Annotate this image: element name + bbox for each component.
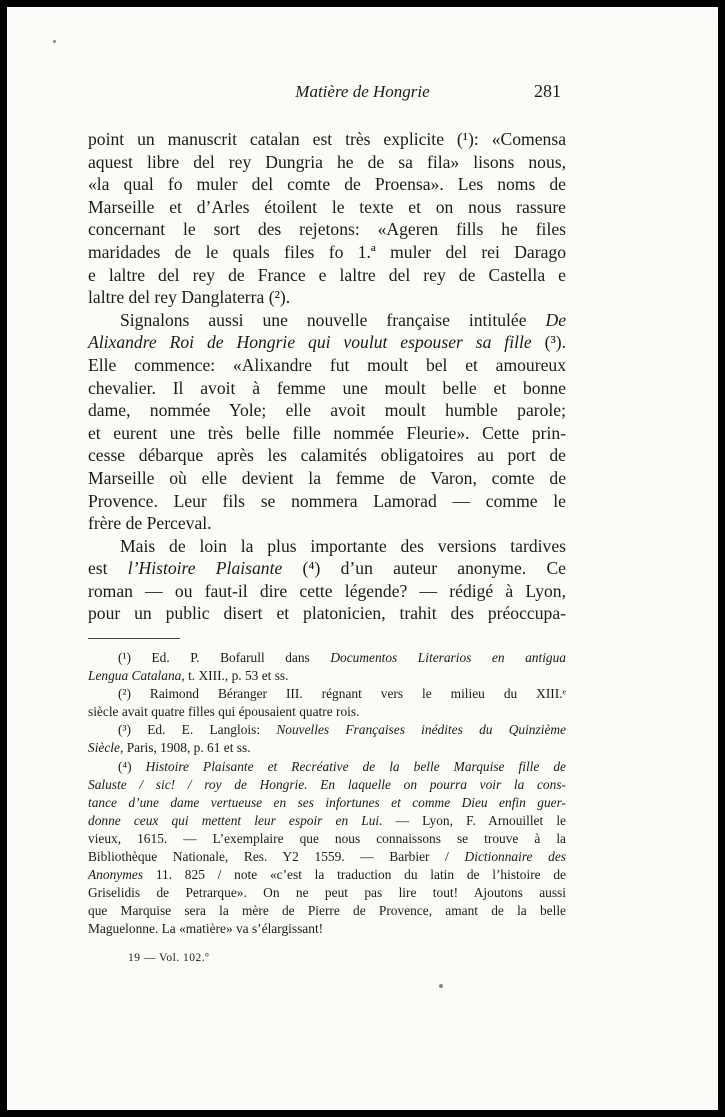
book-title: Lengua Catalana, bbox=[88, 668, 185, 684]
text-run: Paris, 1908, p. 61 et ss. bbox=[126, 740, 251, 756]
text-run: (¹) Ed. P. Bofarull dans bbox=[118, 650, 310, 665]
footnote-line bbox=[88, 758, 566, 776]
text-run: — Lyon, F. Arnouillet le bbox=[395, 812, 566, 828]
text-line: frère de Perceval. bbox=[88, 513, 212, 534]
book-title: Dictionnaire des bbox=[464, 849, 566, 865]
footnote-line: que Marquise sera la mère de Pierre de Provence, amant de la belle bbox=[88, 903, 566, 919]
text-line: pour un public disert et platonicien, trahit des préoccupa- bbox=[88, 603, 566, 624]
text-line: cesse débarque après les calamités obligatoires au port de bbox=[88, 445, 566, 466]
ink-speck bbox=[439, 984, 443, 988]
book-title: Nouvelles Françaises inédites du Quinzième bbox=[276, 722, 566, 738]
text-run: (⁴) d’un auteur anonyme. Ce bbox=[302, 558, 566, 579]
running-title: Matière de Hongrie bbox=[295, 82, 430, 101]
footnote-line: Maguelonne. La «matière» va s’élargissant! bbox=[88, 921, 324, 937]
text-line: Mais de loin la plus importante des versions tardives bbox=[120, 535, 566, 556]
text-run: (³) Ed. E. Langlois: bbox=[118, 722, 261, 738]
text-line: Provence. Leur fils se nommera Lamorad — comme le bbox=[88, 490, 566, 511]
book-title: l’Histoire Plaisante bbox=[127, 558, 283, 579]
text-run: (⁴) bbox=[118, 758, 132, 774]
text-run: t. XIII., p. 53 et ss. bbox=[188, 668, 289, 684]
text-line: point un manuscrit catalan est très explicite (¹): «Comensa bbox=[88, 129, 566, 149]
book-title: Histoire Plaisante et Recréative de la belle Marquise fille de bbox=[145, 758, 566, 774]
footnote-line: vieux, 1615. — L’exemplaire que nous connaissons se trouve à la bbox=[88, 830, 566, 846]
text-line: Elle commence: «Alixandre fut moult bel et amoureux bbox=[88, 354, 566, 375]
footnote-divider bbox=[88, 638, 180, 639]
footnote-line: (²) Raimond Béranger III. régnant vers le milieu du XIII.ᵉ bbox=[118, 686, 566, 702]
footnote-line: Saluste / sic! / roy de Hongrie. En laquelle on pourra voir la cons- bbox=[88, 776, 566, 792]
footnote-line bbox=[88, 739, 566, 757]
text-line: «la qual fo muler del comte de Proensa». Les noms de bbox=[88, 174, 566, 195]
footnote-line: siècle avait quatre filles qui épousaient quatre rois. bbox=[88, 704, 360, 720]
book-title: Documentos Literarios en antigua bbox=[330, 650, 566, 665]
text-run: Signalons aussi une nouvelle française intitulée bbox=[120, 309, 527, 330]
footnote-2 bbox=[88, 685, 566, 721]
main-text bbox=[88, 128, 566, 625]
paragraph-3 bbox=[88, 535, 566, 625]
paragraph-1 bbox=[88, 128, 566, 309]
text-line: e laltre del rey de France e laltre del rey de Castella e bbox=[88, 264, 566, 285]
text-line: Marseille où elle devient la femme de Varon, comte de bbox=[88, 467, 566, 488]
book-title: donne ceux qui mettent leur espoir en Lui. bbox=[88, 812, 383, 828]
text-line: concernant le sort des rejetons: «Ageren fills he files bbox=[88, 219, 566, 240]
text-line: maridades de le quals files fo 1.ª muler del rei Darago bbox=[88, 241, 566, 262]
footnote-line: Griselidis de Petrarque». On ne peut pas lire tout! Ajoutons aussi bbox=[88, 885, 566, 901]
footnote-line bbox=[88, 649, 566, 667]
text-line: chevalier. Il avoit à femme une moult belle et bonne bbox=[88, 377, 566, 398]
text-run: Bibliothèque Nationale, Res. Y2 1559. — Barbier / bbox=[88, 849, 449, 865]
text-run: (³). bbox=[544, 332, 566, 353]
text-line bbox=[88, 557, 566, 580]
text-line: roman — ou faut-il dire cette légende? — rédigé à Lyon, bbox=[88, 580, 566, 601]
footnote-line bbox=[88, 848, 566, 866]
text-line: et eurent une très belle fille nommée Fleurie». Cette prin- bbox=[88, 422, 566, 443]
footnote-line bbox=[88, 721, 566, 739]
paragraph-2 bbox=[88, 309, 566, 535]
footnote-4 bbox=[88, 758, 566, 939]
book-title: Alixandre Roi de Hongrie qui voulut espouser sa fille bbox=[88, 332, 532, 353]
text-run: est bbox=[88, 558, 108, 579]
book-page bbox=[7, 7, 718, 1110]
book-title: De bbox=[545, 309, 566, 330]
book-title: Siècle, bbox=[88, 740, 124, 756]
page-number: 281 bbox=[534, 81, 561, 101]
footnote-1 bbox=[88, 649, 566, 685]
book-title: Anonymes bbox=[88, 867, 144, 883]
text-line: dame, nommée Yole; elle avoit moult humble parole; bbox=[88, 400, 566, 421]
footnote-3 bbox=[88, 721, 566, 757]
ink-speck bbox=[53, 40, 56, 43]
text-line bbox=[88, 309, 566, 332]
footnote-line bbox=[88, 866, 566, 884]
text-line: Marseille et d’Arles étoilent le texte et on nous rassure bbox=[88, 196, 566, 217]
printer-signature: 19 — Vol. 102.º bbox=[128, 952, 210, 964]
footnotes bbox=[88, 649, 566, 939]
footnote-line bbox=[88, 667, 566, 685]
text-run: 11. 825 / note «c’est la traduction du latin de l’histoire de bbox=[155, 867, 566, 883]
text-line: laltre del rey Danglaterra (²). bbox=[88, 287, 291, 308]
text-line: aquest libre del rey Dungria he de sa fila» lisons nous, bbox=[88, 151, 566, 172]
footnote-line bbox=[88, 812, 566, 830]
text-line bbox=[88, 331, 566, 354]
footnote-line: tance d’une dame vertueuse en ses infortunes et comme Dieu enfin guer- bbox=[88, 794, 566, 810]
